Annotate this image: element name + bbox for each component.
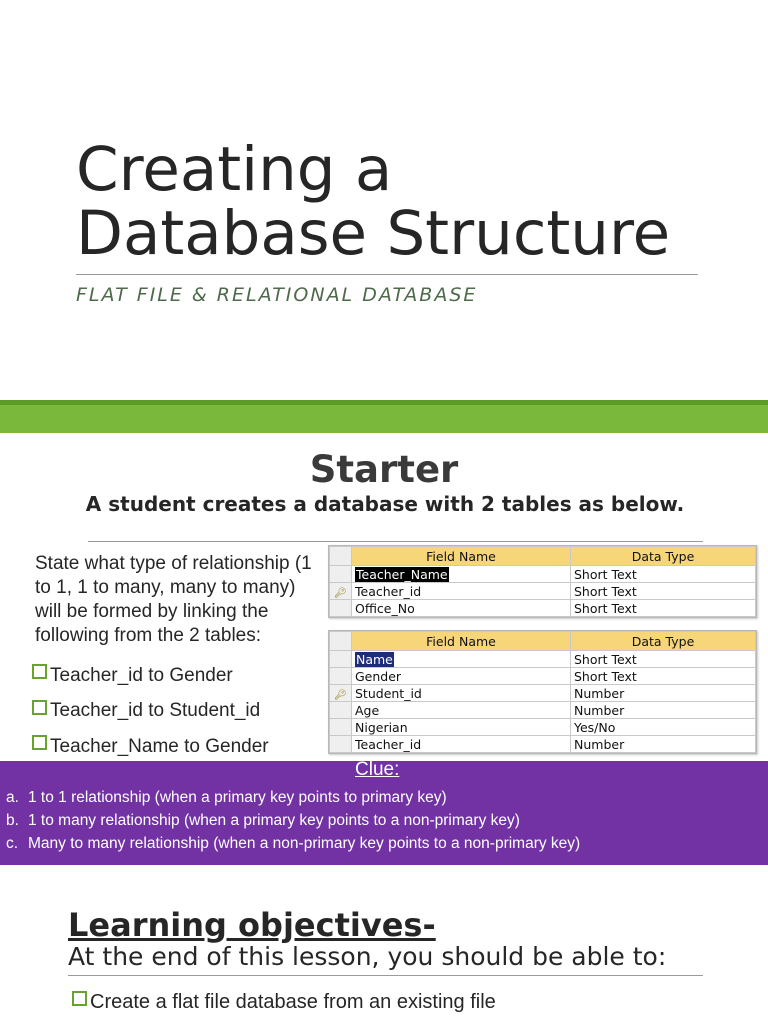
table-row[interactable] [330, 702, 756, 719]
table-row[interactable] [330, 566, 756, 583]
column-header-data-type: Data Type [571, 547, 756, 566]
starter-question: State what type of relationship (1 to 1, 1 to many, many to many) will be formed by linking the following from the 2 tables: [35, 553, 312, 646]
checkbox-bullet-icon [32, 664, 47, 679]
bullet-text: Teacher_Name to Gender [50, 735, 269, 757]
objectives-subtitle: At the end of this lesson, you should be able to: [68, 942, 667, 971]
starter-bullet-list [32, 658, 269, 765]
bullet-text: Teacher_id to Student_id [50, 700, 261, 722]
row-selector[interactable] [330, 668, 352, 685]
field-name-cell[interactable]: Teacher_id [352, 736, 571, 753]
starter-divider [88, 541, 703, 542]
table-header-row [330, 547, 756, 566]
row-selector[interactable] [330, 600, 352, 617]
checkbox-bullet-icon [32, 700, 47, 715]
field-name-cell[interactable]: Teacher_id [352, 583, 571, 600]
row-selector-header [330, 547, 352, 566]
starter-title: Starter [309, 448, 459, 491]
clue-box [0, 761, 768, 865]
objective-text: Create a flat file database from an existing file [90, 990, 496, 1013]
table-row[interactable] [330, 651, 756, 668]
data-type-cell[interactable]: Number [571, 685, 756, 702]
column-header-field-name: Field Name [352, 547, 571, 566]
bullet-text: Teacher_id to Gender [50, 664, 233, 686]
table-row[interactable] [330, 685, 756, 702]
slide-subtitle: FLAT FILE & RELATIONAL DATABASE [76, 284, 478, 306]
table-row[interactable] [330, 719, 756, 736]
accent-band [0, 405, 768, 433]
column-header-data-type: Data Type [571, 632, 756, 651]
list-item [72, 984, 496, 1020]
clue-text: 1 to 1 relationship (when a primary key points to primary key) [28, 789, 447, 806]
list-item [32, 658, 269, 694]
field-name-text: Teacher_Name [356, 566, 448, 582]
clue-letter: a. [6, 789, 19, 806]
table-header-row [330, 632, 756, 651]
field-name-cell[interactable] [352, 651, 571, 668]
title-divider [76, 274, 698, 275]
row-selector[interactable] [330, 702, 352, 719]
title-slide [0, 0, 768, 400]
field-name-cell[interactable]: Office_No [352, 600, 571, 617]
list-item [6, 786, 580, 809]
primary-key-icon: 🔑︎ [334, 587, 347, 599]
row-selector[interactable] [330, 736, 352, 753]
row-selector[interactable] [330, 583, 352, 600]
table-row[interactable] [330, 668, 756, 685]
slide-title [76, 134, 671, 269]
data-type-cell[interactable]: Short Text [571, 600, 756, 617]
data-type-cell[interactable]: Short Text [571, 651, 756, 668]
checkbox-bullet-icon [72, 991, 87, 1006]
data-type-cell[interactable]: Number [571, 702, 756, 719]
field-name-cell[interactable]: Nigerian [352, 719, 571, 736]
row-selector[interactable] [330, 685, 352, 702]
teacher-table-design-view [328, 545, 757, 618]
clue-list [6, 786, 580, 855]
list-item [6, 809, 580, 832]
field-name-cell[interactable]: Student_id [352, 685, 571, 702]
list-item [32, 729, 269, 765]
data-type-cell[interactable]: Yes/No [571, 719, 756, 736]
field-name-cell[interactable]: Age [352, 702, 571, 719]
objectives-title: Learning objectives- [68, 906, 436, 944]
clue-text: Many to many relationship (when a non-primary key points to a non-primary key) [28, 835, 581, 852]
list-item [32, 694, 269, 730]
table-row[interactable] [330, 736, 756, 753]
clue-text: 1 to many relationship (when a primary key points to a non-primary key) [28, 812, 520, 829]
objectives-list [72, 984, 496, 1020]
title-line-1: Creating a [76, 134, 393, 205]
data-type-cell[interactable]: Short Text [571, 583, 756, 600]
data-type-cell[interactable]: Number [571, 736, 756, 753]
objectives-divider [68, 975, 703, 976]
starter-subtitle: A student creates a database with 2 tables as below. [85, 492, 685, 516]
row-selector[interactable] [330, 719, 352, 736]
column-header-field-name: Field Name [352, 632, 571, 651]
list-item [6, 832, 580, 855]
primary-key-icon: 🔑︎ [334, 689, 347, 701]
student-table-design-view [328, 630, 757, 754]
field-name-text: Name [356, 651, 393, 667]
table-row[interactable] [330, 600, 756, 617]
data-type-cell[interactable]: Short Text [571, 566, 756, 583]
clue-letter: b. [6, 812, 19, 829]
table-row[interactable] [330, 583, 756, 600]
checkbox-bullet-icon [32, 735, 47, 750]
clue-title: Clue: [355, 759, 400, 780]
field-name-cell[interactable] [352, 566, 571, 583]
row-selector[interactable] [330, 651, 352, 668]
row-selector-header [330, 632, 352, 651]
title-line-2: Database Structure [76, 198, 671, 269]
row-selector[interactable] [330, 566, 352, 583]
clue-letter: c. [6, 835, 19, 852]
field-name-cell[interactable]: Gender [352, 668, 571, 685]
data-type-cell[interactable]: Short Text [571, 668, 756, 685]
